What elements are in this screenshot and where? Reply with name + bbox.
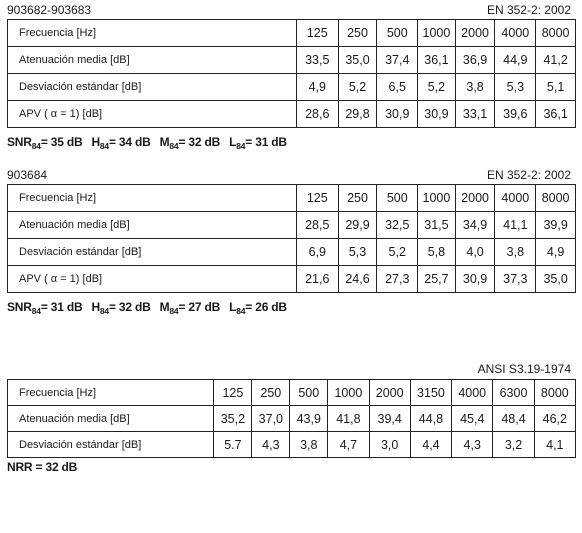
table-cell: 28,5 <box>296 212 338 239</box>
summary-value: = 32 dB <box>108 300 151 314</box>
table-cell: 41,1 <box>495 212 536 239</box>
summary-name: L <box>229 135 237 149</box>
table-cell: 250 <box>338 185 377 212</box>
table-cell: 3,2 <box>493 432 534 458</box>
table-cell: 28,6 <box>296 101 338 128</box>
table-cell: 1000 <box>418 20 456 47</box>
table-cell: 35,0 <box>536 266 576 293</box>
table-cell: 5,2 <box>377 239 418 266</box>
table-cell: 6300 <box>493 380 534 406</box>
summary-name: SNR <box>7 135 32 149</box>
table-cell: 29,8 <box>338 101 377 128</box>
table-cell: 41,8 <box>328 406 369 432</box>
table-row <box>8 406 576 432</box>
section2-summary <box>7 299 296 319</box>
table-cell: 46,2 <box>534 406 575 432</box>
summary-name: SNR <box>7 300 32 314</box>
table-cell: 2000 <box>369 380 410 406</box>
table-cell: 39,4 <box>369 406 410 432</box>
table-cell: 125 <box>296 185 338 212</box>
table-cell: 25,7 <box>418 266 456 293</box>
table-cell: 500 <box>377 20 418 47</box>
table-cell: 4,0 <box>455 239 495 266</box>
table-cell: 4,3 <box>452 432 493 458</box>
table-cell: 4,4 <box>410 432 451 458</box>
table-cell: 5,3 <box>338 239 377 266</box>
table-cell: 2000 <box>455 185 495 212</box>
table-cell: 35,0 <box>338 47 377 74</box>
table-cell: 5.7 <box>214 432 252 458</box>
summary-subscript: 84 <box>31 141 41 151</box>
table-cell: 5,2 <box>338 74 377 101</box>
summary-item <box>229 134 287 154</box>
summary-item <box>160 134 220 154</box>
summary-item <box>91 134 150 154</box>
table-cell: 4,9 <box>296 74 338 101</box>
table-cell: 5,3 <box>495 74 536 101</box>
table-cell: 5,1 <box>536 74 576 101</box>
summary-name: L <box>229 300 237 314</box>
table-cell: 37,3 <box>495 266 536 293</box>
summary-value: = 35 dB <box>40 135 83 149</box>
section1-standard: EN 352-2: 2002 <box>486 3 571 17</box>
table-cell: 30,9 <box>418 101 456 128</box>
section2-table <box>7 184 576 293</box>
section3-table <box>7 379 576 458</box>
table-cell: 5,8 <box>418 239 456 266</box>
table-cell: 5,2 <box>418 74 456 101</box>
table-row <box>8 74 576 101</box>
summary-item <box>160 299 220 319</box>
table-cell: 35,2 <box>214 406 252 432</box>
table-cell: 8000 <box>536 185 576 212</box>
summary-name: H <box>91 135 100 149</box>
table-cell: 3,0 <box>369 432 410 458</box>
table-row <box>8 20 576 47</box>
table-cell: 36,1 <box>418 47 456 74</box>
row-label: APV ( α = 1) [dB] <box>8 266 297 293</box>
table-cell: 125 <box>296 20 338 47</box>
table-cell: 250 <box>338 20 377 47</box>
section1-table <box>7 19 576 128</box>
table-cell: 27,3 <box>377 266 418 293</box>
section2-header <box>7 167 575 183</box>
table-cell: 4000 <box>452 380 493 406</box>
table-cell: 29,9 <box>338 212 377 239</box>
row-label: Desviación estándar [dB] <box>8 74 297 101</box>
summary-subscript: 84 <box>236 306 246 316</box>
table-row <box>8 239 576 266</box>
summary-subscript: 84 <box>99 306 109 316</box>
row-label: Atenuación media [dB] <box>8 47 297 74</box>
row-label: Frecuencia [Hz] <box>8 380 214 406</box>
table-row <box>8 101 576 128</box>
row-label: Desviación estándar [dB] <box>8 239 297 266</box>
table-cell: 39,9 <box>536 212 576 239</box>
summary-item <box>229 299 287 319</box>
section3-header <box>7 361 575 377</box>
table-cell: 8000 <box>536 20 576 47</box>
table-cell: 6,5 <box>377 74 418 101</box>
table-cell: 4,1 <box>534 432 575 458</box>
section1-header <box>7 2 575 18</box>
table-cell: 8000 <box>534 380 575 406</box>
table-cell: 24,6 <box>338 266 377 293</box>
table-cell: 3150 <box>410 380 451 406</box>
table-cell: 31,5 <box>418 212 456 239</box>
summary-item <box>91 299 150 319</box>
row-label: Atenuación media [dB] <box>8 406 214 432</box>
table-cell: 4,7 <box>328 432 369 458</box>
summary-value: = 31 dB <box>245 135 287 149</box>
table-cell: 30,9 <box>455 266 495 293</box>
table-cell: 3,8 <box>495 239 536 266</box>
table-cell: 500 <box>377 185 418 212</box>
table-cell: 4000 <box>495 185 536 212</box>
table-row <box>8 212 576 239</box>
table-cell: 21,6 <box>296 266 338 293</box>
row-label: Desviación estándar [dB] <box>8 432 214 458</box>
section2-code: 903684 <box>7 168 48 182</box>
summary-name: M <box>159 135 170 149</box>
nrr-summary: NRR = 32 dB <box>7 460 78 474</box>
table-cell: 250 <box>252 380 290 406</box>
table-cell: 37,4 <box>377 47 418 74</box>
row-label: Frecuencia [Hz] <box>8 185 297 212</box>
table-row <box>8 266 576 293</box>
table-cell: 32,5 <box>377 212 418 239</box>
summary-subscript: 84 <box>99 141 109 151</box>
summary-subscript: 84 <box>169 306 179 316</box>
section1-summary <box>7 134 296 154</box>
table-cell: 44,9 <box>495 47 536 74</box>
row-label: Frecuencia [Hz] <box>8 20 297 47</box>
table-cell: 43,9 <box>290 406 328 432</box>
table-row <box>8 380 576 406</box>
table-cell: 3,8 <box>455 74 495 101</box>
table-cell: 39,6 <box>495 101 536 128</box>
summary-item <box>7 299 82 319</box>
table-cell: 48,4 <box>493 406 534 432</box>
table-cell: 45,4 <box>452 406 493 432</box>
section1-code: 903682-903683 <box>7 3 92 17</box>
summary-value: = 31 dB <box>40 300 83 314</box>
summary-subscript: 84 <box>236 141 246 151</box>
row-label: APV ( α = 1) [dB] <box>8 101 297 128</box>
summary-value: = 32 dB <box>178 135 221 149</box>
table-row <box>8 432 576 458</box>
table-cell: 37,0 <box>252 406 290 432</box>
table-cell: 1000 <box>418 185 456 212</box>
table-cell: 3,8 <box>290 432 328 458</box>
table-cell: 33,1 <box>455 101 495 128</box>
table-cell: 1000 <box>328 380 369 406</box>
table-cell: 500 <box>290 380 328 406</box>
table-cell: 30,9 <box>377 101 418 128</box>
table-cell: 125 <box>214 380 252 406</box>
row-label: Atenuación media [dB] <box>8 212 297 239</box>
summary-value: = 34 dB <box>108 135 151 149</box>
table-cell: 34,9 <box>455 212 495 239</box>
table-cell: 44,8 <box>410 406 451 432</box>
table-cell: 36,1 <box>536 101 576 128</box>
summary-name: M <box>159 300 170 314</box>
table-cell: 4,3 <box>252 432 290 458</box>
summary-subscript: 84 <box>31 306 41 316</box>
table-row <box>8 47 576 74</box>
table-row <box>8 185 576 212</box>
summary-item <box>7 134 82 154</box>
summary-value: = 26 dB <box>245 300 287 314</box>
table-cell: 33,5 <box>296 47 338 74</box>
summary-subscript: 84 <box>169 141 179 151</box>
table-cell: 4000 <box>495 20 536 47</box>
summary-value: = 27 dB <box>178 300 221 314</box>
table-cell: 41,2 <box>536 47 576 74</box>
table-cell: 6,9 <box>296 239 338 266</box>
table-cell: 4,9 <box>536 239 576 266</box>
section3-standard: ANSI S3.19-1974 <box>477 362 571 376</box>
summary-name: H <box>91 300 100 314</box>
table-cell: 2000 <box>455 20 495 47</box>
table-cell: 36,9 <box>455 47 495 74</box>
section2-standard: EN 352-2: 2002 <box>486 168 571 182</box>
